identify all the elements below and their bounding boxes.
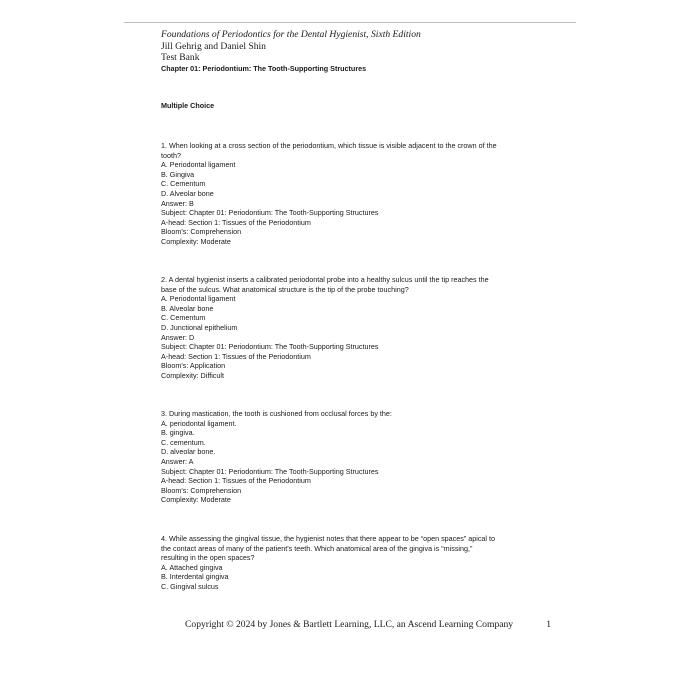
option: B. Gingiva xyxy=(161,169,195,179)
option: A. Attached gingiva xyxy=(161,562,223,572)
blooms: Bloom's: Comprehension xyxy=(161,485,242,495)
option: A. periodontal ligament. xyxy=(161,418,237,428)
option: B. Interdental gingiva xyxy=(161,572,229,582)
option: D. alveolar bone. xyxy=(161,447,216,457)
a-head: A-head: Section 1: Tissues of the Periodontium xyxy=(161,217,311,227)
page-number: 1 xyxy=(546,619,551,630)
a-head: A-head: Section 1: Tissues of the Periodontium xyxy=(161,351,311,361)
subject: Subject: Chapter 01: Periodontium: The Tooth-Supporting Structures xyxy=(161,342,379,352)
question-stem-line: 3. During mastication, the tooth is cushioned from occlusal forces by the: xyxy=(161,409,392,418)
option: D. Alveolar bone xyxy=(161,188,214,198)
authors: Jill Gehrig and Daniel Shin xyxy=(161,40,266,52)
chapter-title: Chapter 01: Periodontium: The Tooth-Supporting Structures xyxy=(161,63,367,73)
complexity: Complexity: Moderate xyxy=(161,236,231,246)
question-stem-line: tooth? xyxy=(161,150,181,160)
question-2 xyxy=(161,275,553,381)
page-footer xyxy=(185,619,551,631)
answer: Answer: B xyxy=(161,198,194,208)
answer: Answer: A xyxy=(161,456,194,466)
section-title: Multiple Choice xyxy=(161,101,215,110)
book-title: Foundations of Periodontics for the Dental Hygienist, Sixth Edition xyxy=(161,29,421,40)
question-4 xyxy=(161,534,553,592)
question-1 xyxy=(161,141,553,247)
question-stem-line: 2. A dental hygienist inserts a calibrated periodontal probe into a healthy sulcus until the tip reaches the xyxy=(161,275,489,284)
option: A. Periodontal ligament xyxy=(161,160,236,170)
complexity: Complexity: Difficult xyxy=(161,370,224,380)
option: C. cementum. xyxy=(161,437,206,447)
question-stem-line: resulting in the open spaces? xyxy=(161,553,255,563)
header-rule xyxy=(124,22,576,23)
copyright-notice: Copyright © 2024 by Jones & Bartlett Learning, LLC, an Ascend Learning Company xyxy=(185,619,514,630)
complexity: Complexity: Moderate xyxy=(161,495,231,505)
a-head: A-head: Section 1: Tissues of the Periodontium xyxy=(161,476,311,486)
option: B. gingiva. xyxy=(161,428,195,438)
question-stem-line: 1. When looking at a cross section of the periodontium, which tissue is visible adjacent to the crown of the xyxy=(161,141,497,150)
subject: Subject: Chapter 01: Periodontium: The Tooth-Supporting Structures xyxy=(161,208,379,218)
answer: Answer: D xyxy=(161,332,195,342)
option: C. Gingival sulcus xyxy=(161,581,219,591)
question-stem-line: base of the sulcus. What anatomical structure is the tip of the probe touching? xyxy=(161,284,409,294)
question-stem-line: the contact areas of many of the patient's teeth. Which anatomical area of the gingiva is “missing,” xyxy=(161,543,473,553)
option: C. Cementum xyxy=(161,313,206,323)
blooms: Bloom's: Application xyxy=(161,361,226,371)
option: A. Periodontal ligament xyxy=(161,294,236,304)
document-header xyxy=(161,29,581,73)
doc-type: Test Bank xyxy=(161,52,200,63)
option: B. Alveolar bone xyxy=(161,303,214,313)
question-stem-line: 4. While assessing the gingival tissue, the hygienist notes that there appear to be “open spaces” apical to xyxy=(161,534,496,543)
option: D. Junctional epithelium xyxy=(161,322,238,332)
option: C. Cementum xyxy=(161,179,206,189)
subject: Subject: Chapter 01: Periodontium: The Tooth-Supporting Structures xyxy=(161,466,379,476)
question-3 xyxy=(161,409,553,505)
blooms: Bloom's: Comprehension xyxy=(161,227,242,237)
